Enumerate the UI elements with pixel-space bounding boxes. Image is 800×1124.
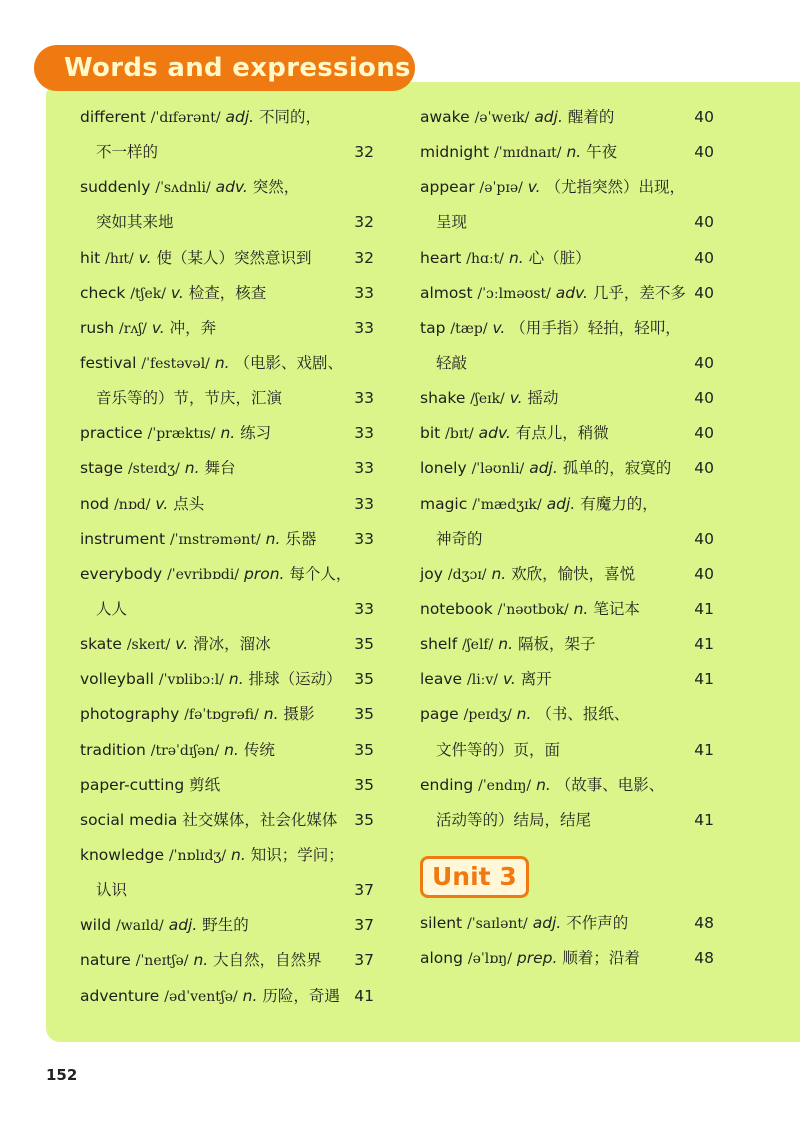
pronunciation: /ədˈventʃə/ xyxy=(164,988,238,1005)
headword: nature xyxy=(80,951,131,970)
definition: 笔记本 xyxy=(593,599,640,618)
vocab-entry xyxy=(80,311,376,346)
definition: 呈现 xyxy=(436,213,468,232)
vocab-entry xyxy=(420,662,716,697)
part-of-speech: n. xyxy=(220,424,236,443)
vocab-entry xyxy=(420,768,716,838)
entry-line xyxy=(420,100,716,135)
pronunciation: /liːv/ xyxy=(467,672,499,689)
vocab-entry xyxy=(80,170,376,240)
part-of-speech: v. xyxy=(151,318,165,337)
entry-line xyxy=(420,381,716,416)
vocab-entry xyxy=(420,451,716,486)
definition: 每个人， xyxy=(289,564,352,583)
pronunciation: /ˈsaɪlənt/ xyxy=(467,915,528,932)
page-ref: 40 xyxy=(694,108,714,126)
vocab-entry xyxy=(80,241,376,276)
part-of-speech: n. xyxy=(184,459,200,478)
entry-line xyxy=(80,908,376,943)
part-of-speech: n. xyxy=(263,705,279,724)
pronunciation: /tæp/ xyxy=(450,320,488,337)
vocab-entry xyxy=(80,451,376,486)
headword: magic xyxy=(420,494,468,513)
pronunciation: /ʃeɪk/ xyxy=(470,391,505,408)
definition: 轻敲 xyxy=(436,353,468,372)
part-of-speech: adj. xyxy=(225,108,255,126)
part-of-speech: v. xyxy=(492,318,506,337)
definition: 排球（运动） xyxy=(248,670,342,689)
entry-line xyxy=(80,697,376,732)
definition: 检查，核查 xyxy=(188,283,267,302)
headword: along xyxy=(420,949,463,968)
vocab-entry xyxy=(80,522,376,557)
pronunciation: /ʃelf/ xyxy=(462,637,494,654)
definition: 不作声的 xyxy=(566,913,629,932)
headword: practice xyxy=(80,424,143,443)
vocab-entry xyxy=(420,906,716,941)
definition: 摄影 xyxy=(283,705,315,724)
pronunciation: /hɑːt/ xyxy=(466,250,505,267)
vocab-entry xyxy=(80,943,376,978)
part-of-speech: adj. xyxy=(534,108,563,126)
definition: 突然， xyxy=(252,178,300,197)
entry-continuation xyxy=(80,873,376,908)
definition: 剪纸 xyxy=(189,775,221,794)
page-ref: 32 xyxy=(354,248,374,267)
vocab-entry xyxy=(80,662,376,697)
vocab-entry xyxy=(80,487,376,522)
headword: shelf xyxy=(420,635,458,654)
page-title: Words and expressions xyxy=(64,53,411,83)
part-of-speech: n. xyxy=(516,705,532,724)
definition: （电影、戏剧、 xyxy=(234,353,344,372)
headword: instrument xyxy=(80,529,166,548)
part-of-speech: n. xyxy=(536,775,551,794)
pronunciation: /əˈlɒŋ/ xyxy=(467,951,512,968)
definition: 离开 xyxy=(520,670,552,689)
headword: adventure xyxy=(80,986,160,1005)
entry-line xyxy=(80,416,376,451)
page-ref: 40 xyxy=(694,424,714,443)
definition: （用手指）轻拍，轻叩， xyxy=(510,318,681,337)
pronunciation: /trəˈdɪʃən/ xyxy=(150,742,220,759)
definition: 音乐等的）节，节庆，汇演 xyxy=(96,389,283,408)
definition: 摇动 xyxy=(527,389,559,408)
entry-continuation xyxy=(80,135,376,170)
pronunciation: /skeɪt/ xyxy=(126,637,171,654)
pronunciation: /ˈnəʊtbʊk/ xyxy=(497,601,569,618)
part-of-speech: n. xyxy=(242,986,258,1005)
page-ref: 33 xyxy=(354,459,374,478)
part-of-speech: adj. xyxy=(546,494,576,513)
entry-line xyxy=(420,170,716,205)
vocab-entry xyxy=(80,697,376,732)
definition: 欢欣，愉快，喜悦 xyxy=(511,564,636,583)
headword: lonely xyxy=(420,459,467,478)
vocab-entry xyxy=(420,241,716,276)
right-column xyxy=(420,100,716,976)
definition: 活动等的）结局，结尾 xyxy=(436,810,592,829)
vocab-entry xyxy=(80,838,376,908)
vocab-entry xyxy=(80,979,376,1014)
entry-line xyxy=(80,768,376,803)
page-ref: 33 xyxy=(354,318,374,337)
entry-line xyxy=(80,627,376,662)
pronunciation: /ˈneɪtʃə/ xyxy=(135,953,189,970)
pronunciation: /ˈpræktɪs/ xyxy=(147,426,216,443)
entry-line xyxy=(80,346,376,381)
entry-line xyxy=(420,592,716,627)
vocab-entry xyxy=(420,592,716,627)
definition: 认识 xyxy=(96,881,128,900)
part-of-speech: n. xyxy=(498,635,514,654)
pronunciation: /peɪdʒ/ xyxy=(463,707,512,724)
page-ref: 33 xyxy=(354,494,374,513)
pronunciation: /ˈləʊnli/ xyxy=(471,461,525,478)
page-ref: 33 xyxy=(354,529,374,548)
vocab-entry xyxy=(80,100,376,170)
headword: rush xyxy=(80,318,115,337)
vocab-entry xyxy=(420,311,716,381)
part-of-speech: v. xyxy=(527,178,541,197)
page-ref: 40 xyxy=(694,389,714,408)
headword: nod xyxy=(80,494,110,513)
pronunciation: /rʌʃ/ xyxy=(119,320,147,337)
part-of-speech: n. xyxy=(491,564,507,583)
vocab-entry xyxy=(80,557,376,627)
vocab-entry xyxy=(420,170,716,240)
pronunciation: /ˈdɪfərənt/ xyxy=(150,110,221,126)
entry-line xyxy=(420,662,716,697)
page-ref: 48 xyxy=(694,949,714,968)
page-ref: 35 xyxy=(354,635,374,654)
page-ref: 40 xyxy=(694,529,714,548)
part-of-speech: n. xyxy=(231,845,246,864)
headword: leave xyxy=(420,670,463,689)
part-of-speech: v. xyxy=(170,283,184,302)
headword: photography xyxy=(80,705,180,724)
vocab-entry xyxy=(420,276,716,311)
page-ref: 40 xyxy=(694,564,714,583)
headword: hit xyxy=(80,248,101,267)
definition: 不同的， xyxy=(259,108,322,126)
page-ref: 40 xyxy=(694,213,714,232)
vocab-entry xyxy=(80,768,376,803)
vocab-entry xyxy=(420,627,716,662)
definition: 练习 xyxy=(240,424,272,443)
page-ref: 40 xyxy=(694,248,714,267)
part-of-speech: n. xyxy=(265,529,281,548)
pronunciation: /hɪt/ xyxy=(105,250,134,267)
headword: check xyxy=(80,283,126,302)
definition: 大自然，自然界 xyxy=(213,951,322,970)
headword: paper-cutting xyxy=(80,775,185,794)
page-ref: 35 xyxy=(354,775,374,794)
entry-line xyxy=(420,487,716,522)
headword: social media xyxy=(80,810,178,829)
pronunciation: /tʃek/ xyxy=(130,285,166,302)
entry-line xyxy=(420,276,716,311)
definition: 舞台 xyxy=(204,459,236,478)
headword: awake xyxy=(420,108,470,126)
page-ref: 40 xyxy=(694,143,714,162)
pronunciation: /ˈfestəvəl/ xyxy=(141,355,210,372)
vocab-entry xyxy=(80,416,376,451)
page-ref: 40 xyxy=(694,353,714,372)
headword: notebook xyxy=(420,599,493,618)
part-of-speech: n. xyxy=(228,670,244,689)
part-of-speech: n. xyxy=(566,143,582,162)
page-ref: 40 xyxy=(694,283,714,302)
entry-line xyxy=(80,662,376,697)
page-ref: 37 xyxy=(354,916,374,935)
page-ref: 35 xyxy=(354,740,374,759)
definition: 不一样的 xyxy=(96,143,159,162)
pronunciation: /ˈevribɒdi/ xyxy=(167,566,240,583)
pronunciation: /waɪld/ xyxy=(116,918,164,935)
headword: skate xyxy=(80,635,122,654)
entry-line xyxy=(80,979,376,1014)
page-ref: 37 xyxy=(354,881,374,900)
part-of-speech: v. xyxy=(155,494,169,513)
page-ref: 40 xyxy=(694,459,714,478)
definition: （书、报纸、 xyxy=(536,705,630,724)
definition: 几乎，差不多 xyxy=(592,283,686,302)
entry-line xyxy=(80,241,376,276)
vocab-entry xyxy=(420,135,716,170)
entry-line xyxy=(80,733,376,768)
entry-line xyxy=(80,557,376,592)
entry-line xyxy=(80,803,376,838)
part-of-speech: n. xyxy=(214,353,230,372)
definition: 冲，奔 xyxy=(169,318,217,337)
page-ref: 41 xyxy=(694,599,714,618)
definition: 午夜 xyxy=(586,143,618,162)
pronunciation: /fəˈtɒɡrəfi/ xyxy=(184,707,259,724)
page-ref: 41 xyxy=(694,670,714,689)
page-ref: 32 xyxy=(354,213,374,232)
part-of-speech: v. xyxy=(502,670,516,689)
definition: 社交媒体，社会化媒体 xyxy=(182,810,338,829)
part-of-speech: adv. xyxy=(478,424,511,443)
pronunciation: /ˈɪnstrəmənt/ xyxy=(169,531,261,548)
definition: 知识；学问； xyxy=(250,845,344,864)
page-ref: 33 xyxy=(354,389,374,408)
part-of-speech: v. xyxy=(138,248,152,267)
headword: festival xyxy=(80,353,137,372)
entry-continuation xyxy=(420,346,716,381)
vocab-entry xyxy=(420,557,716,592)
entry-line xyxy=(420,768,716,803)
entry-line xyxy=(420,941,716,976)
entry-line xyxy=(80,487,376,522)
part-of-speech: n. xyxy=(508,248,524,267)
vocab-entry xyxy=(80,803,376,838)
entry-continuation xyxy=(80,592,376,627)
pronunciation: /ˈvɒlibɔːl/ xyxy=(158,672,224,689)
entry-line xyxy=(420,135,716,170)
page-ref: 32 xyxy=(354,143,374,162)
page-ref: 41 xyxy=(354,986,374,1005)
headword: ending xyxy=(420,775,474,794)
entry-line xyxy=(420,311,716,346)
part-of-speech: adj. xyxy=(529,459,558,478)
part-of-speech: n. xyxy=(573,599,589,618)
part-of-speech: v. xyxy=(509,389,523,408)
definition: （尤指突然）出现， xyxy=(545,178,686,197)
entry-continuation xyxy=(420,733,716,768)
page-ref: 33 xyxy=(354,283,374,302)
page-ref: 37 xyxy=(354,951,374,970)
pronunciation: /ˈɔːlməʊst/ xyxy=(477,285,551,302)
entry-line xyxy=(80,276,376,311)
part-of-speech: n. xyxy=(224,740,239,759)
pronunciation: /ˈsʌdnli/ xyxy=(155,180,211,197)
entry-continuation xyxy=(420,205,716,240)
headword: heart xyxy=(420,248,462,267)
page-ref: 35 xyxy=(354,810,374,829)
definition: 神奇的 xyxy=(436,529,483,548)
entry-line xyxy=(420,697,716,732)
part-of-speech: n. xyxy=(193,951,209,970)
entry-line xyxy=(420,906,716,941)
definition: 人人 xyxy=(96,599,128,618)
entry-line xyxy=(420,416,716,451)
entry-line xyxy=(420,557,716,592)
vocab-entry xyxy=(420,941,716,976)
vocab-entry xyxy=(420,697,716,767)
headword: almost xyxy=(420,283,473,302)
definition: 文件等的）页，面 xyxy=(436,740,561,759)
headword: page xyxy=(420,705,459,724)
vocab-entry xyxy=(420,100,716,135)
vocab-entry xyxy=(80,733,376,768)
headword: appear xyxy=(420,178,475,197)
pronunciation: /ˈmɪdnaɪt/ xyxy=(494,145,562,162)
page-ref: 35 xyxy=(354,670,374,689)
definition: 有点儿，稍微 xyxy=(515,424,609,443)
page-ref: 33 xyxy=(354,424,374,443)
entry-line xyxy=(80,170,376,205)
entry-continuation xyxy=(420,803,716,838)
pronunciation: /dʒɔɪ/ xyxy=(447,566,487,583)
definition: （故事、电影、 xyxy=(555,775,665,794)
part-of-speech: adj. xyxy=(168,916,198,935)
headword: joy xyxy=(420,564,443,583)
part-of-speech: v. xyxy=(175,635,189,654)
entry-line xyxy=(80,311,376,346)
vocab-entry xyxy=(80,627,376,662)
unit-heading: Unit 3 xyxy=(420,856,529,898)
definition: 历险，奇遇 xyxy=(262,986,340,1005)
page-ref: 41 xyxy=(694,740,714,759)
definition: 突如其来地 xyxy=(96,213,174,232)
entry-line xyxy=(420,627,716,662)
headword: silent xyxy=(420,913,463,932)
part-of-speech: prep. xyxy=(516,949,558,968)
part-of-speech: adv. xyxy=(555,283,588,302)
vocab-entry xyxy=(420,381,716,416)
pronunciation: /bɪt/ xyxy=(445,426,474,443)
entry-continuation xyxy=(420,522,716,557)
pronunciation: /steɪdʒ/ xyxy=(127,461,180,478)
entry-line xyxy=(420,241,716,276)
headword: suddenly xyxy=(80,178,151,197)
definition: 隔板，架子 xyxy=(517,635,596,654)
entry-line xyxy=(420,451,716,486)
vocab-entry xyxy=(80,346,376,416)
page-ref: 48 xyxy=(694,913,714,932)
headword: stage xyxy=(80,459,124,478)
headword: shake xyxy=(420,389,466,408)
entry-line xyxy=(80,943,376,978)
entry-line xyxy=(80,522,376,557)
vocab-entry xyxy=(80,276,376,311)
entry-line xyxy=(80,838,376,873)
headword: tradition xyxy=(80,740,146,759)
page-ref: 41 xyxy=(694,635,714,654)
definition: 点头 xyxy=(173,494,205,513)
definition: 有魔力的， xyxy=(580,494,658,513)
headword: volleyball xyxy=(80,670,154,689)
definition: 孤单的，寂寞的 xyxy=(562,459,672,478)
pronunciation: /ˈnɒlɪdʒ/ xyxy=(168,847,227,864)
headword: tap xyxy=(420,318,446,337)
headword: knowledge xyxy=(80,845,165,864)
headword: midnight xyxy=(420,143,490,162)
headword: wild xyxy=(80,916,112,935)
page-ref: 41 xyxy=(694,810,714,829)
page-ref: 33 xyxy=(354,599,374,618)
headword: bit xyxy=(420,424,441,443)
part-of-speech: adv. xyxy=(215,178,248,197)
page-ref: 35 xyxy=(354,705,374,724)
entry-continuation xyxy=(80,381,376,416)
definition: 野生的 xyxy=(202,916,249,935)
vocab-entry xyxy=(420,416,716,451)
part-of-speech: adj. xyxy=(532,913,562,932)
definition: 乐器 xyxy=(285,529,317,548)
pronunciation: /nɒd/ xyxy=(114,496,151,513)
headword: everybody xyxy=(80,564,163,583)
pronunciation: /ˈendɪŋ/ xyxy=(478,777,532,794)
part-of-speech: pron. xyxy=(244,564,285,583)
definition: 醒着的 xyxy=(567,108,615,126)
entry-continuation xyxy=(80,205,376,240)
entry-line xyxy=(80,451,376,486)
definition: 传统 xyxy=(243,740,275,759)
vocab-entry xyxy=(420,487,716,557)
definition: 使（某人）突然意识到 xyxy=(156,248,312,267)
entry-line xyxy=(80,100,376,135)
left-column xyxy=(80,100,376,1014)
pronunciation: /ˈmædʒɪk/ xyxy=(472,496,542,513)
pronunciation: /əˈpɪə/ xyxy=(479,180,523,197)
definition: 心（脏） xyxy=(528,248,591,267)
vocab-entry xyxy=(80,908,376,943)
definition: 滑冰，溜冰 xyxy=(193,635,271,654)
page-number: 152 xyxy=(46,1066,78,1084)
definition: 顺着；沿着 xyxy=(562,949,640,968)
headword: different xyxy=(80,108,146,126)
pronunciation: /əˈweɪk/ xyxy=(474,110,530,126)
